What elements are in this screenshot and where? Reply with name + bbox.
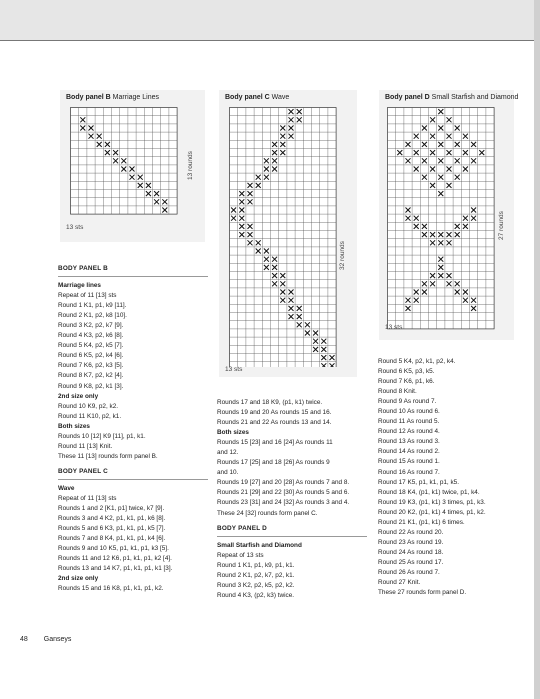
- instruction-line: Rounds 19 and 20 As rounds 15 and 16.: [217, 409, 332, 417]
- instruction-line: Round 17 K5, p1, k1, p1, k5.: [378, 478, 460, 486]
- instruction-line: Rounds 19 [27] and 20 [28] As rounds 7 and 8.: [217, 479, 350, 487]
- instruction-line: Round 9 As round 7.: [378, 398, 437, 406]
- instruction-line: Round 5 K4, p2, k1, p2, k4.: [378, 358, 456, 365]
- section-heading: BODY PANEL C: [58, 467, 108, 475]
- instruction-line: These 11 [13] rounds form panel B.: [58, 452, 158, 460]
- chart-grid: [229, 107, 339, 367]
- instruction-line: Round 18 K4, (p1, k1) twice, p1, k4.: [378, 488, 480, 496]
- chart-panel-c: [219, 90, 357, 377]
- instruction-line: Round 11 As round 5.: [378, 418, 440, 426]
- round-count: 27 rounds: [498, 211, 505, 240]
- instruction-line: Rounds 11 and 12 K6, p1, k1, p1, k2 [4].: [58, 555, 172, 563]
- section-rule: [58, 479, 208, 480]
- instruction-line: Rounds 9 and 10 K5, p1, k1, p1, k3 [5].: [58, 545, 169, 553]
- instruction-line: Round 10 As round 6.: [378, 408, 440, 416]
- text-column-left: [58, 264, 208, 594]
- instruction-line: Rounds 15 and 16 K8, p1, k1, p1, k2.: [58, 585, 164, 593]
- instruction-line: Rounds 21 and 22 As rounds 13 and 14.: [217, 419, 332, 427]
- page-footer: [20, 636, 71, 643]
- section-rule: [217, 536, 367, 537]
- instruction-line: Rounds 23 [31] and 24 [32] As rounds 3 and 4.: [217, 499, 350, 507]
- instruction-line: Round 15 As round 1.: [378, 458, 440, 466]
- instruction-line: Round 5 K4, p2, k5 [7].: [58, 342, 124, 350]
- instruction-line: Repeat of 11 [13] sts: [58, 494, 117, 502]
- instruction-line: Rounds 13 and 14 K7, p1, k1, p1, k1 [3].: [58, 565, 173, 573]
- instruction-line: Round 6 K5, p3, k5.: [378, 368, 435, 376]
- instruction-line: Round 1 K1, p1, k9, p1, k1.: [217, 561, 295, 569]
- chart-title: Body panel C Wave: [225, 94, 290, 101]
- stitch-count: 13 sts: [66, 224, 84, 231]
- chart-grid: [70, 107, 180, 217]
- instruction-line: Round 8 Knit.: [378, 388, 417, 396]
- round-count: 32 rounds: [339, 241, 346, 270]
- instruction-line: Round 3 K2, p2, k7 [9].: [58, 322, 124, 330]
- stitch-count: 13 sts: [385, 324, 403, 331]
- instruction-line: Round 20 K2, (p1, k1) 4 times, p1, k2.: [378, 508, 486, 516]
- instruction-line: Round 2 K1, p2, k7, p2, k1.: [217, 571, 295, 579]
- chart-panel-d: [379, 90, 519, 340]
- instruction-line: Repeat of 13 sts: [217, 551, 264, 559]
- instruction-line: Round 19 K3, (p1, k1) 3 times, p1, k3.: [378, 498, 486, 506]
- stitch-count: 13 sts: [225, 366, 243, 373]
- chart-title: Body panel B Marriage Lines: [66, 94, 159, 101]
- subheading: Wave: [58, 484, 75, 492]
- instruction-line: Round 7 K6, p2, k3 [5].: [58, 362, 124, 370]
- subheading: Marriage lines: [58, 282, 101, 290]
- chart-title: Body panel D Small Starfish and Diamond: [385, 94, 519, 101]
- instruction-line: These 24 [32] rounds form panel C.: [217, 509, 318, 517]
- round-count: 13 rounds: [187, 151, 194, 180]
- instruction-line: Round 4 K3, (p2, k3) twice.: [217, 591, 295, 599]
- instruction-line: Round 10 K9, p2, k2.: [58, 402, 119, 410]
- grid-frame: [230, 108, 337, 368]
- subheading: 2nd size only: [58, 392, 99, 400]
- instruction-line: Round 9 K8, p2, k1 [3].: [58, 382, 124, 390]
- instruction-line: Round 26 As round 7.: [378, 568, 440, 576]
- instruction-line: Round 16 As round 7.: [378, 468, 440, 476]
- instruction-line: and 12.: [217, 449, 239, 457]
- instruction-line: Round 27 Knit.: [378, 579, 421, 587]
- subheading: Both sizes: [58, 422, 90, 430]
- section-rule: [58, 276, 208, 277]
- instruction-line: Rounds 10 [12] K9 [11], p1, k1.: [58, 432, 146, 440]
- instruction-line: Rounds 17 and 18 K9, (p1, k1) twice.: [217, 399, 323, 406]
- instruction-line: Round 22 As round 20.: [378, 528, 444, 536]
- instruction-line: Round 25 As round 17.: [378, 558, 444, 566]
- instruction-line: Rounds 15 [23] and 16 [24] As rounds 11: [217, 439, 333, 447]
- instruction-line: Rounds 1 and 2 [K1, p1] twice, k7 [9].: [58, 505, 165, 513]
- instruction-line: Round 8 K7, p2, k2 [4].: [58, 372, 124, 380]
- chart-panel-b: [60, 90, 205, 242]
- page-edge: [534, 0, 540, 699]
- top-rule: [0, 40, 540, 41]
- instruction-line: Round 1 K1, p1, k9 [11].: [58, 302, 127, 310]
- section-heading: BODY PANEL D: [217, 524, 267, 532]
- text-column-middle: [217, 398, 367, 601]
- instruction-line: Rounds 7 and 8 K4, p1, k1, p1, k4 [6].: [58, 535, 166, 543]
- instruction-line: Round 6 K5, p2, k4 [6].: [58, 352, 124, 360]
- instruction-line: Round 21 K1, (p1, k1) 6 times.: [378, 518, 465, 526]
- instruction-line: Round 2 K1, p2, k8 [10].: [58, 312, 127, 320]
- instruction-line: Rounds 3 and 4 K2, p1, k1, p1, k6 [8].: [58, 515, 166, 523]
- section-heading: BODY PANEL B: [58, 265, 108, 272]
- instruction-line: Rounds 21 [29] and 22 [30] As rounds 5 and 6.: [217, 489, 350, 497]
- instruction-line: Round 3 K2, p2, k5, p2, k2.: [217, 581, 295, 589]
- grid-frame: [388, 108, 495, 329]
- subheading: 2nd size only: [58, 575, 99, 583]
- section-name: Ganseys: [43, 636, 72, 643]
- instruction-line: Round 23 As round 19.: [378, 538, 444, 546]
- text-column-right: [378, 357, 486, 598]
- instruction-line: Rounds 17 [25] and 18 [26] As rounds 9: [217, 459, 330, 467]
- instruction-line: Round 14 As round 2.: [378, 448, 440, 456]
- instruction-line: Round 13 As round 3.: [378, 438, 440, 446]
- instruction-line: Repeat of 11 [13] sts: [58, 292, 117, 300]
- instruction-line: Round 11 [13] Knit.: [58, 442, 113, 450]
- page-number: 48: [20, 636, 28, 643]
- chart-grid: [387, 107, 497, 332]
- instruction-line: and 10.: [217, 469, 239, 477]
- top-band: [0, 0, 540, 40]
- instruction-line: Round 7 K6, p1, k6.: [378, 378, 435, 386]
- instruction-line: Round 24 As round 18.: [378, 548, 444, 556]
- instruction-line: Round 11 K10, p2, k1.: [58, 412, 122, 420]
- subheading: Both sizes: [217, 429, 249, 437]
- instruction-line: Round 4 K3, p2, k6 [8].: [58, 332, 124, 340]
- instruction-line: Rounds 5 and 6 K3, p1, k1, p1, k5 [7].: [58, 525, 166, 533]
- instruction-line: Round 12 As round 4.: [378, 428, 440, 436]
- subheading: Small Starfish and Diamond: [217, 541, 302, 549]
- instruction-line: These 27 rounds form panel D.: [378, 589, 467, 597]
